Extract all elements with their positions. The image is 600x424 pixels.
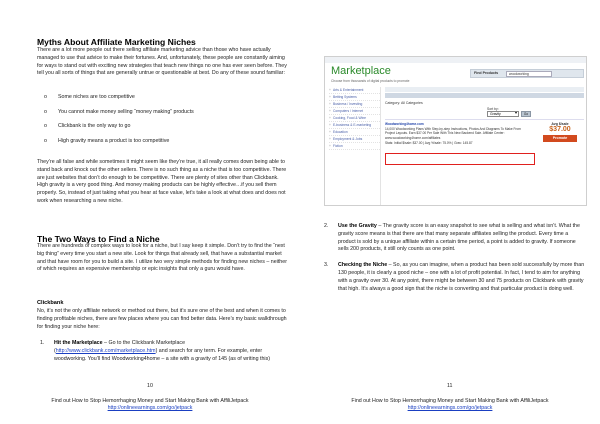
results-tabs: [385, 93, 584, 98]
result-price-box: [538, 122, 582, 142]
marketplace-title: Marketplace: [331, 65, 391, 77]
category-item[interactable]: + Fiction: [329, 143, 380, 150]
category-label: Category: All Categories: [385, 101, 423, 105]
paragraph-myths-false: They’re all false and while sometimes it might seem like they’re true, it all really comes down being able to stand back and knock out the other sellers. There is no such thing as a niche that is too competitive. There are just websites that don’t do enough to be competitive. There are plenty of sites other than Clickbank. High gravity is a very good thing. And money making products can be highly effective…if you sell them properly. So, instead of just taking what you hear at face value, let’s take a look at what does and does not work when researching a new niche.: [37, 159, 287, 204]
footer-link[interactable]: http://onlineearnings.com/go/jetpack: [107, 405, 193, 412]
bullet-icon: o: [44, 108, 47, 115]
list-item: 1. Hit the Marketplace – Go to the Clickbank Marketplace (http://www.clickbank.com/marketplace.htm) and search for any term. For example, enter woodworking. You’ll find Woodworking4home – a site with a gravity of 145 (as of writing this): [40, 340, 271, 362]
list-item: o Some niches are too competitive: [44, 94, 135, 100]
results-header-bar: [385, 87, 584, 92]
page-number: 10: [147, 383, 153, 389]
footer: [300, 398, 600, 413]
result-title[interactable]: Woodworking4home.com: [385, 122, 424, 126]
paragraph-clickbank: No, it’s not the only affiliate network or method out there, but it’s sure one of the best and when it comes to finding profitable niches, there are few places where you can find better data. Here’s my basic walkthrough for finding your niche here:: [37, 308, 287, 330]
list-item: 2. Use the Gravity – The gravity score is an easy snapshot to see what is selling and what isn’t. What the gravity score means is that there are that many separate affiliates selling the product. Every time a product is sold by a unique affiliate within a certain time period, a point is added to gravity. If someone sells 200 products, it still only counts as one point.: [324, 223, 580, 253]
footer-link[interactable]: http://onlineearnings.com/go/jetpack: [407, 405, 493, 412]
result-row: [385, 119, 584, 177]
myths-list: [44, 94, 284, 152]
category-item[interactable]: + Education: [329, 129, 380, 136]
list-item: o You cannot make money selling “money making” products: [44, 108, 194, 115]
step-title: Hit the Marketplace: [54, 340, 103, 346]
avg-sale-label: Avg $/sale: [551, 122, 569, 126]
step-title: Use the Gravity: [338, 223, 377, 229]
marketplace-screenshot: [324, 56, 587, 206]
list-item: 3. Checking the Niche – So, as you can imagine, when a product has been sold successfully by more than 130 people, it is clearly a good niche – one with a lot of profit potential. In fact, I tend to aim for anything with a gravity over 30. At any point, there might be between 30 and 75 products on Clickbank with gravity that high. It’s always a good sign that the niche is converting and that particular product is doing well.: [324, 262, 585, 292]
marketplace-search-bar: [470, 69, 584, 78]
page-right: [300, 0, 600, 424]
result-price: $37.00: [549, 126, 571, 133]
category-item[interactable]: + Computers / Internet: [329, 108, 380, 115]
category-item[interactable]: + E-business & E-marketing: [329, 122, 380, 129]
steps-list-continued: [324, 223, 586, 301]
marketplace-top-bar: [325, 57, 586, 63]
results-panel: [385, 87, 584, 205]
footer-text: Find out How to Stop Hemorrhaging Money and Start Making Bank with AffiliJetpack: [351, 398, 549, 404]
heading-clickbank: Clickbank: [37, 300, 64, 306]
category-item[interactable]: + Employment & Jobs: [329, 136, 380, 143]
marketplace-subtitle: Choose from thousands of digital products to promote: [331, 79, 410, 83]
category-sidebar: [329, 87, 381, 205]
bullet-icon: o: [44, 137, 47, 144]
list-item: o Clickbank is the only way to go: [44, 123, 131, 129]
promote-button[interactable]: Promote: [543, 135, 577, 142]
sort-row: [385, 107, 584, 115]
paragraph-intro: There are a lot more people out there selling affiliate marketing advice than those who have actually managed to use that advice to make their fortunes. And, unfortunately, these people are constantly aiming for ways to stand out with exciting new strategies that teach new things no one has ever seen before. They tell you all sorts of things that are generally untrue or questionable at best. Do any of these sound familiar:: [37, 47, 287, 77]
go-button[interactable]: Go: [521, 111, 531, 117]
heading-two-ways: The Two Ways to Find a Niche: [37, 234, 160, 244]
steps-list: [40, 340, 285, 363]
result-description: Woodworking4home.com 14,000 Woodworking Plans With Step-by-step Instructions, Photos And Diagrams To Make From Project Layouts. Earn $37.00 Per Sale With This New Backend Sale. Affiliate Center: www.woodworking4home.com/affiliates Stats: Initial $/sale: $37.00 | Avg %/sale: 75.0% | Grav: 145.87: [385, 122, 521, 145]
category-item[interactable]: + Cooking, Food & Wine: [329, 115, 380, 122]
result-stats: Stats: Initial $/sale: $37.00 | Avg %/sale: 75.0% | Grav: 145.87: [385, 140, 473, 145]
sort-label: Sort by:: [487, 107, 499, 111]
footer-text: Find out How to Stop Hemorrhaging Money and Start Making Bank with AffiliJetpack: [51, 398, 249, 404]
category-item[interactable]: + Betting Systems: [329, 94, 380, 101]
category-item[interactable]: + Business / Investing: [329, 101, 380, 108]
heading-myths: Myths About Affiliate Marketing Niches: [37, 37, 196, 47]
footer: [0, 398, 300, 413]
bullet-icon: o: [44, 123, 47, 129]
paragraph-two-ways: There are hundreds of complex ways to look for a niche, but I say keep it simple. Don’t try to find the “next big thing” every time you start a new site. Look for things that already sell, that have a substantial market and that have room for you to build a site. I utilize two very simple methods for finding new niches – neither of which requires an expensive membership or epic insights that only a guru would have.: [37, 243, 287, 273]
marketplace-link[interactable]: http://www.clickbank.com/marketplace.htm: [55, 347, 156, 354]
sort-select[interactable]: Gravity ▾: [487, 111, 519, 117]
category-item[interactable]: + Arts & Entertainment: [329, 87, 380, 94]
list-item: o High gravity means a product is too competitive: [44, 137, 170, 144]
step-title: Checking the Niche: [338, 262, 388, 269]
bullet-icon: o: [44, 94, 47, 100]
page-number: 11: [447, 383, 453, 389]
highlight-box: [385, 153, 535, 165]
search-input[interactable]: woodworking: [506, 71, 552, 77]
find-products-label: Find Products: [474, 71, 499, 75]
